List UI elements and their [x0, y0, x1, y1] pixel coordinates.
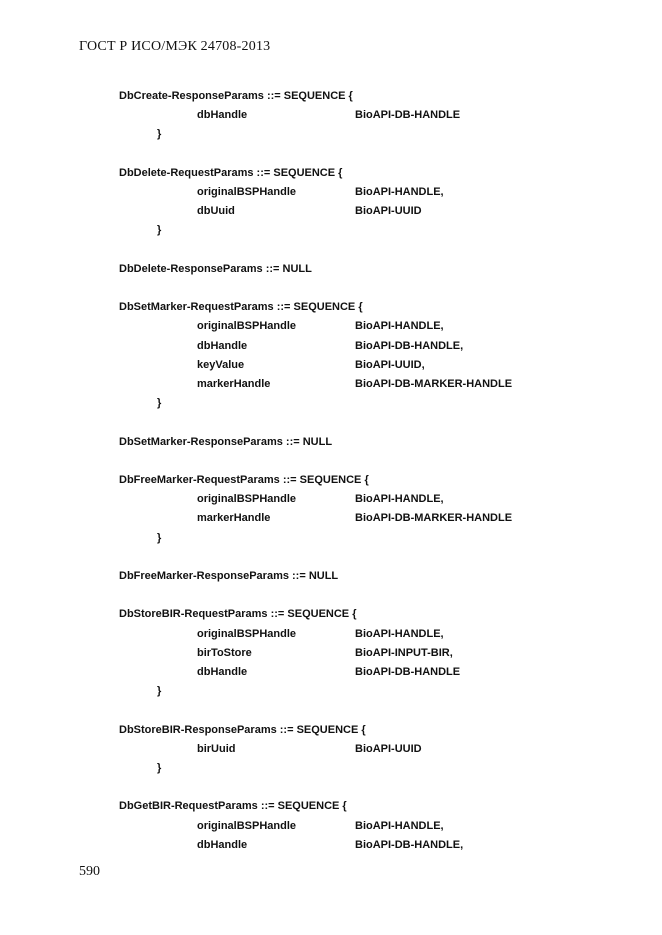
type-declaration: DbFreeMarker-RequestParams ::= SEQUENCE {: [119, 474, 369, 486]
type-declaration: DbDelete-ResponseParams ::= NULL: [119, 262, 312, 275]
field-type: BioAPI-HANDLE,: [355, 627, 444, 640]
type-declaration: DbSetMarker-ResponseParams ::= NULL: [119, 435, 333, 448]
page-header: ГОСТ Р ИСО/МЭК 24708-2013: [79, 39, 271, 54]
field-type: BioAPI-DB-MARKER-HANDLE: [355, 512, 513, 525]
field-type: BioAPI-UUID: [355, 205, 422, 218]
type-declaration: DbFreeMarker-ResponseParams ::= NULL: [119, 570, 339, 582]
field-name: birToStore: [197, 646, 252, 659]
field-type: BioAPI-HANDLE,: [355, 186, 444, 198]
closing-brace: }: [157, 762, 162, 774]
field-type: BioAPI-UUID,: [355, 358, 425, 371]
field-type: BioAPI-HANDLE,: [355, 819, 444, 832]
field-type: BioAPI-DB-HANDLE,: [355, 838, 464, 851]
field-type: BioAPI-UUID: [355, 742, 422, 755]
field-name: markerHandle: [197, 378, 271, 390]
field-type: BioAPI-DB-HANDLE: [355, 109, 461, 122]
field-type: BioAPI-DB-HANDLE,: [355, 339, 464, 352]
field-name: originalBSPHandle: [197, 186, 297, 198]
closing-brace: }: [157, 685, 162, 698]
closing-brace: }: [157, 397, 162, 410]
field-name: dbHandle: [197, 339, 248, 352]
field-type: BioAPI-INPUT-BIR,: [355, 646, 453, 659]
closing-brace: }: [157, 531, 162, 544]
field-name: dbUuid: [197, 205, 235, 218]
field-name: dbHandle: [197, 666, 248, 678]
type-declaration: DbGetBIR-RequestParams ::= SEQUENCE {: [119, 800, 347, 813]
type-declaration: DbStoreBIR-RequestParams ::= SEQUENCE {: [119, 608, 357, 621]
field-type: BioAPI-HANDLE,: [355, 320, 444, 333]
field-name: originalBSPHandle: [197, 493, 297, 506]
field-name: dbHandle: [197, 838, 248, 851]
type-declaration: DbStoreBIR-ResponseParams ::= SEQUENCE {: [119, 723, 366, 736]
field-name: originalBSPHandle: [197, 819, 297, 832]
page-number: 590: [79, 864, 100, 879]
type-declaration: DbCreate-ResponseParams ::= SEQUENCE {: [119, 90, 353, 102]
field-type: BioAPI-DB-HANDLE: [355, 666, 461, 678]
field-name: birUuid: [197, 742, 236, 755]
field-name: dbHandle: [197, 109, 248, 122]
field-name: originalBSPHandle: [197, 627, 297, 640]
closing-brace: }: [157, 224, 162, 237]
closing-brace: }: [157, 128, 162, 141]
field-type: BioAPI-DB-MARKER-HANDLE: [355, 378, 513, 390]
field-name: markerHandle: [197, 512, 271, 525]
field-name: originalBSPHandle: [197, 320, 297, 333]
field-type: BioAPI-HANDLE,: [355, 493, 444, 506]
field-name: keyValue: [197, 358, 245, 371]
type-declaration: DbSetMarker-RequestParams ::= SEQUENCE {: [119, 301, 363, 314]
type-declaration: DbDelete-RequestParams ::= SEQUENCE {: [119, 166, 343, 179]
